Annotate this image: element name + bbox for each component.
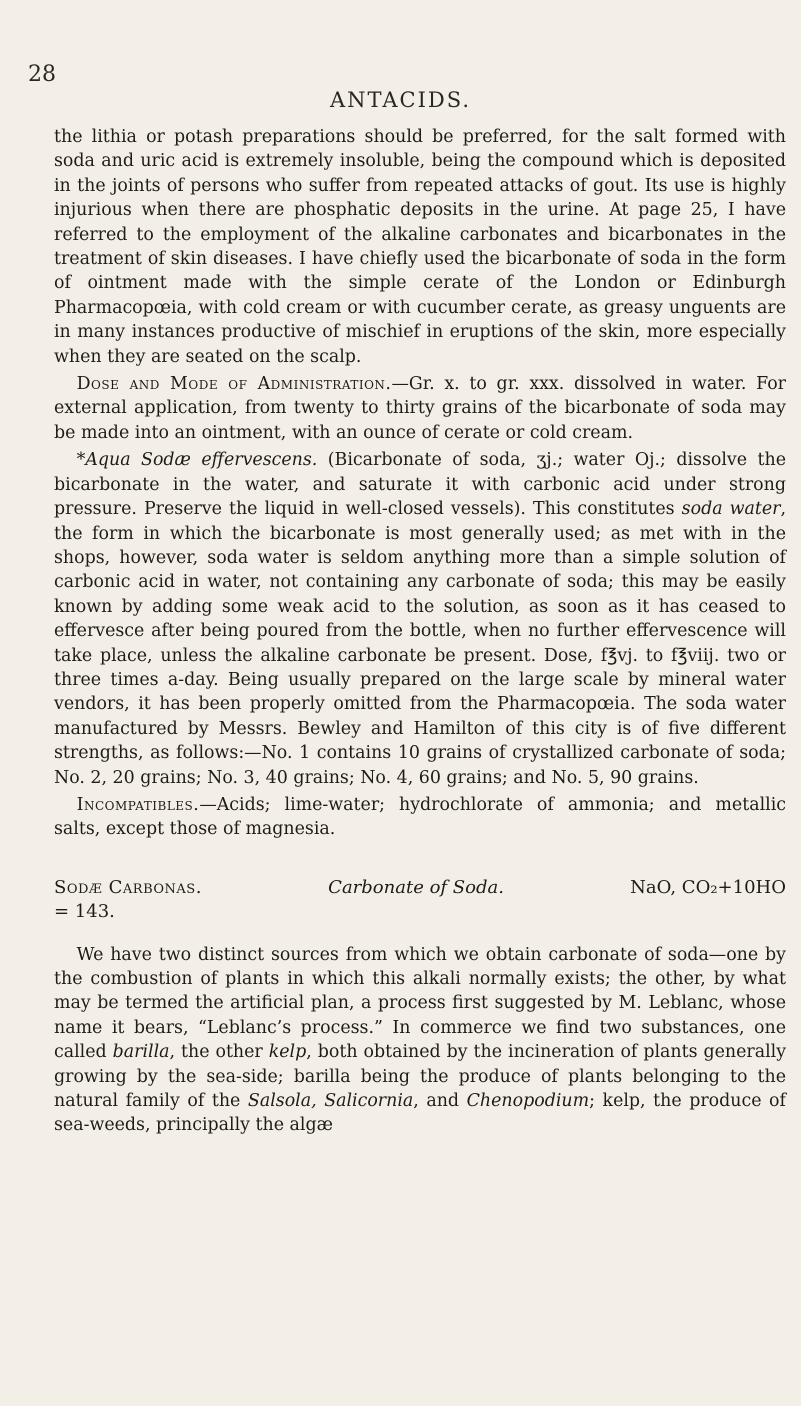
soda-water-term: soda water <box>681 499 781 520</box>
heading-latin: Sodæ Carbonas. <box>54 876 202 898</box>
sources-text-1: We have two distinct sources from which we obtain carbonate of soda—one by the combustion of plants in which this alkali normally exists; the other, by what may be termed the artificial plan, a process first suggested by M. Leblanc, whose name it bears, “Leblanc’s process.” In commerce we find two substances, one called <box>54 944 786 1063</box>
heading-formula: NaO, CO₂+10HO <box>630 876 786 898</box>
aqua-sodae-text-1: (Bicarbonate of soda, ʒj.; water Oj.; dissolve the bicarbonate in the water, and saturate it with carbonic acid under strong pressure. Preserve the liquid in well-closed vessels). This constitutes <box>54 450 786 520</box>
incompatibles-text: —Acids; lime-water; hydrochlorate of ammonia; and metallic salts, except those of magnesia. <box>54 794 786 840</box>
kelp-term: kelp <box>268 1042 307 1063</box>
sources-text-3: , both obtained by the incineration of plants generally growing by the sea-side; barilla being the produce of plants belonging to the natural family of the <box>54 1042 787 1112</box>
paragraph-dose <box>54 372 786 445</box>
sources-text-2: , the other <box>169 1042 269 1063</box>
aqua-sodae-title: Aqua Sodæ effervescens. <box>85 450 318 471</box>
sources-text-5: ; kelp, the produce of sea-weeds, principally the algæ <box>54 1091 786 1136</box>
salsola-term: Salsola, Salicornia <box>247 1091 414 1112</box>
paragraph-incompatibles <box>54 793 786 842</box>
body-text <box>54 125 786 1138</box>
dose-text: —Gr. x. to gr. xxx. dissolved in water. For external application, from twenty to thirty grains of the bicarbonate of soda may be made into an ointment, with an ounce of cerate or cold cream. <box>54 374 786 443</box>
incompatibles-heading: Incompatibles. <box>76 794 200 815</box>
heading-number: = 143. <box>54 901 115 923</box>
barilla-term: barilla <box>112 1042 170 1063</box>
aqua-sodae-text-2: , the form in which the bicarbonate is most generally used; as met with in the shops, however, soda water is seldom anything more than a simple solution of carbonic acid in water, not containing any carbonate of soda; this may be easily known by adding some weak acid to the solution, as soon as it has ceased to effervesce after being poured from the bottle, when no further effervescence will take place, unless the alkaline carbonate be present. Dose, f℥vj. to f℥viij. two or three times a-day. Being usually prepared on the large scale by mineral water vendors, it has been properly omitted from the Pharmacopœia. The soda water manufactured by Messrs. Bewley and Hamilton of this city is of five different strengths, as follows:—No. 1 contains 10 grains of crystallized carbonate of soda; No. 2, 20 grains; No. 3, 40 grains; No. 4, 60 grains; and No. 5, 90 grains. <box>54 499 786 788</box>
heading-english: Carbonate of Soda. <box>328 876 504 898</box>
sources-text-4: , and <box>413 1091 467 1112</box>
paragraph-aqua-sodae <box>54 448 786 790</box>
paragraph-sources <box>54 943 786 1138</box>
dose-heading: Dose and Mode of Administration. <box>76 374 392 395</box>
asterisk: * <box>76 450 86 471</box>
section-heading-sodae-carbonas <box>54 876 786 925</box>
heading-latin-group <box>54 876 202 925</box>
page-number: 28 <box>28 62 56 87</box>
paragraph-gout: the lithia or potash preparations should be preferred, for the salt formed with soda and uric acid is extremely insoluble, being the compound which is deposited in the joints of persons who suffer from repeated attacks of gout. Its use is highly injurious when there are phosphatic deposits in the urine. At page 25, I have referred to the employment of the alkaline carbonates and bicarbonates in the treatment of skin diseases. I have chiefly used the bicarbonate of soda in the form of ointment made with the simple cerate of the London or Edinburgh Pharmacopœia, with cold cream or with cucumber cerate, as greasy unguents are in many instances productive of mischief in eruptions of the skin, more especially when they are seated on the scalp. <box>54 127 786 367</box>
running-head: ANTACIDS. <box>329 88 472 112</box>
chenopodium-term: Chenopodium <box>466 1091 590 1112</box>
